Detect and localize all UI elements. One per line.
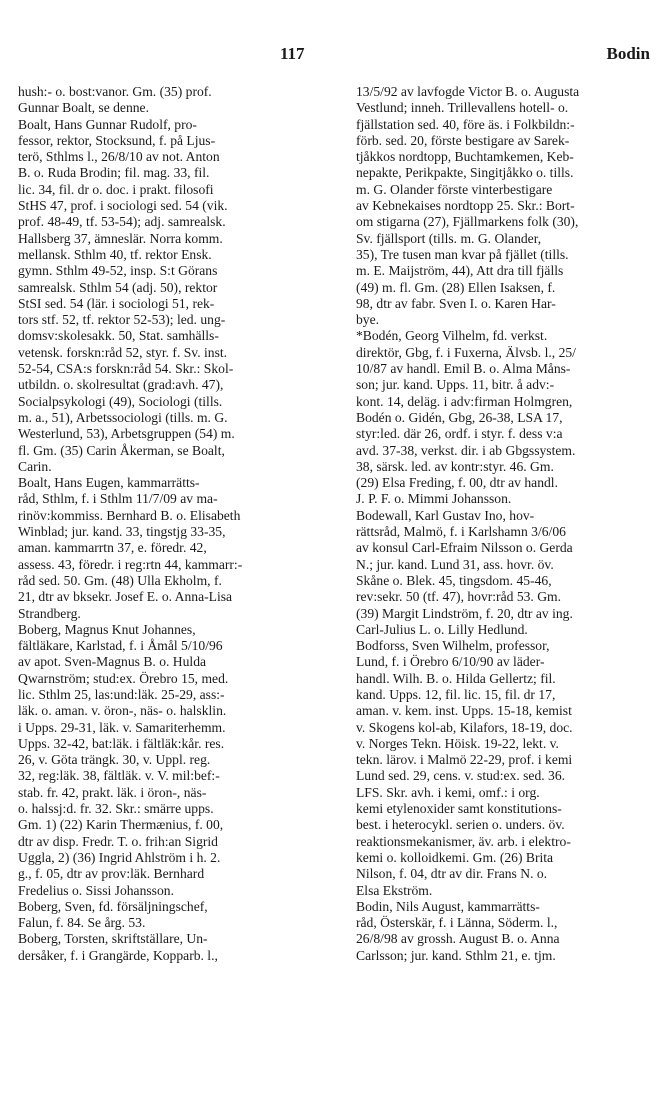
- text-line: Uggla, 2) (36) Ingrid Ahlström i h. 2.: [18, 849, 221, 865]
- text-line: bye.: [356, 312, 380, 328]
- text-line: 32, reg:läk. 38, fältläk. v. V. mil:bef:-: [18, 768, 220, 784]
- text-line: av apot. Sven-Magnus B. o. Hulda: [18, 654, 207, 670]
- text-line: Carlsson; jur. kand. Sthlm 21, e. tjm.: [356, 947, 556, 963]
- text-line: kont. 14, deläg. i adv:firman Holmgren,: [356, 393, 573, 409]
- text-line: Lund, f. i Örebro 6/10/90 av läder-: [356, 654, 545, 670]
- text-line: fessor, rektor, Stocksund, f. på Ljus-: [18, 132, 216, 148]
- text-line: dtr av disp. Fredr. T. o. frih:an Sigrid: [18, 833, 218, 849]
- text-line: Bodén o. Gidén, Gbg, 26-38, LSA 17,: [356, 409, 563, 425]
- text-line: stab. fr. 42, prakt. läk. i öron-, näs-: [18, 784, 207, 800]
- text-line: 26, v. Göta trängk. 30, v. Uppl. reg.: [18, 752, 211, 768]
- text-line: läk. o. aman. v. öron-, näs- o. halsklin.: [18, 703, 227, 719]
- text-line: handl. Wilh. B. o. Hilda Gellertz; fil.: [356, 670, 556, 686]
- text-line: Sv. fjällsport (tills. m. G. Olander,: [356, 230, 542, 246]
- text-line: Falun, f. 84. Se årg. 53.: [18, 915, 146, 931]
- text-line: m. E. Maijström, 44), Att dra till fjälls: [356, 263, 564, 279]
- text-line: 26/8/98 av grossh. August B. o. Anna: [356, 931, 560, 947]
- text-line: råd, Österskär, f. i Länna, Söderm. l.,: [356, 915, 558, 931]
- text-line: förb. sed. 20, förste bestigare av Sarek-: [356, 132, 570, 148]
- text-line: aman. kammarrtn 37, e. föredr. 42,: [18, 540, 207, 556]
- text-line: hush:- o. bost:vanor. Gm. (35) prof.: [18, 84, 212, 99]
- text-line: 21, dtr av bksekr. Josef E. o. Anna-Lisa: [18, 589, 233, 605]
- text-line: Skåne o. Blek. 45, tingsdom. 45-46,: [356, 572, 552, 588]
- text-line: LFS. Skr. avh. i kemi, omf.: i org.: [356, 784, 540, 800]
- text-line: utbildn. o. skolresultat (grad:avh. 47),: [18, 377, 224, 393]
- text-line: Carin.: [18, 458, 52, 474]
- text-line: J. P. F. o. Mimmi Johansson.: [356, 491, 512, 507]
- text-line: (49) m. fl. Gm. (28) Ellen Isaksen, f.: [356, 279, 556, 295]
- text-line: N.; jur. kand. Lund 31, ass. hovr. öv.: [356, 556, 554, 572]
- text-line: gymn. Sthlm 49-52, insp. S:t Görans: [18, 263, 218, 279]
- text-line: om stigarna (27), Fjällmarkens folk (30),: [356, 214, 579, 230]
- text-line: StHS 47, prof. i sociologi sed. 54 (vik.: [18, 198, 228, 214]
- text-line: råd sed. 50. Gm. (48) Ulla Ekholm, f.: [18, 572, 222, 588]
- text-line: kemi etylenoxider samt konstitutions-: [356, 801, 562, 817]
- text-line: av Kebnekaises nordtopp 25. Skr.: Bort-: [356, 198, 575, 214]
- text-line: Hallsberg 37, ämneslär. Norra komm.: [18, 230, 223, 246]
- text-line: Bodforss, Sven Wilhelm, professor,: [356, 638, 550, 654]
- text-line: Bodin, Nils August, kammarrätts-: [356, 898, 540, 914]
- text-line: lic. Sthlm 25, las:und:läk. 25-29, ass:-: [18, 686, 225, 702]
- text-line: Bodewall, Karl Gustav Ino, hov-: [356, 507, 535, 523]
- text-line: råd, Sthlm, f. i Sthlm 11/7/09 av ma-: [18, 491, 218, 507]
- text-line: son; jur. kand. Upps. 11, bitr. å adv:-: [356, 377, 555, 393]
- text-line: fl. Gm. (35) Carin Åkerman, se Boalt,: [18, 442, 225, 458]
- text-line: 13/5/92 av lavfogde Victor B. o. Augusta: [356, 84, 580, 99]
- text-line: 10/87 av handl. Emil B. o. Alma Måns-: [356, 361, 571, 377]
- text-line: Upps. 32-42, bat:läk. i fältläk:kår. res.: [18, 735, 225, 751]
- text-line: assess. 43, föredr. i reg:rtn 44, kammarr:-: [18, 556, 243, 572]
- text-line: Winblad; jur. kand. 33, tingstjg 33-35,: [18, 524, 226, 540]
- text-line: o. halssj:d. fr. 32. Skr.: smärre upps.: [18, 801, 214, 817]
- text-line: Boberg, Magnus Knut Johannes,: [18, 621, 196, 637]
- text-line: i Upps. 29-31, läk. v. Samariterhemm.: [18, 719, 226, 735]
- text-line: rättsråd, Malmö, f. i Karlshamn 3/6/06: [356, 524, 566, 540]
- text-line: *Bodén, Georg Vilhelm, fd. verkst.: [356, 328, 548, 344]
- text-line: m. a., 51), Arbetssociologi (tills. m. G.: [18, 409, 228, 425]
- text-line: Qwarnström; stud:ex. Örebro 15, med.: [18, 670, 229, 686]
- text-line: 52-54, CSA:s forskn:råd 54. Skr.: Skol-: [18, 361, 234, 377]
- text-line: prof. 48-49, tf. 53-54); adj. samrealsk.: [18, 214, 226, 230]
- text-line: m. G. Olander förste vinterbestigare: [356, 181, 553, 197]
- text-line: domsv:skolesakk. 50, Stat. samhälls-: [18, 328, 219, 344]
- text-line: avd. 37-38, verkst. dir. i ab Gbgssystem.: [356, 442, 576, 458]
- text-line: direktör, Gbg, f. i Fuxerna, Älvsb. l., 25/: [356, 344, 576, 360]
- right-column: [356, 84, 656, 964]
- text-line: 38, särsk. led. av kontr:styr. 46. Gm.: [356, 458, 554, 474]
- text-line: g., f. 05, dtr av prov:läk. Bernhard: [18, 866, 205, 882]
- text-line: dersåker, f. i Grangärde, Kopparb. l.,: [18, 947, 218, 963]
- text-line: fältläkare, Karlstad, f. i Åmål 5/10/96: [18, 638, 223, 654]
- text-line: Nilson, f. 04, dtr av dir. Frans N. o.: [356, 866, 548, 882]
- text-line: B. o. Ruda Brodin; fil. mag. 33, fil.: [18, 165, 210, 181]
- text-line: rinöv:kommiss. Bernhard B. o. Elisabeth: [18, 507, 241, 523]
- text-line: v. Norges Tekn. Höisk. 19-22, lekt. v.: [356, 735, 559, 751]
- running-head: Bodin: [606, 44, 650, 63]
- text-line: Carl-Julius L. o. Lilly Hedlund.: [356, 621, 528, 637]
- page-header: [0, 44, 672, 68]
- text-line: styr:led. där 26, ordf. i styr. f. dess v:a: [356, 426, 563, 442]
- text-line: tors stf. 52, tf. rektor 52-53); led. ung-: [18, 312, 226, 328]
- text-line: Gm. 1) (22) Karin Thermænius, f. 00,: [18, 817, 224, 833]
- text-line: Vestlund; inneh. Trillevallens hotell- o.: [356, 100, 569, 116]
- text-line: lic. 34, fil. dr o. doc. i prakt. filosofi: [18, 181, 214, 197]
- text-line: 35), Tre tusen man kvar på fjället (tills.: [356, 246, 569, 262]
- text-line: mellansk. Sthlm 40, tf. rektor Ensk.: [18, 246, 212, 262]
- text-line: Gunnar Boalt, se denne.: [18, 100, 149, 116]
- page-number: 117: [280, 44, 305, 63]
- text-line: StSI sed. 54 (lär. i sociologi 51, rek-: [18, 295, 215, 311]
- text-line: Socialpsykologi (49), Sociologi (tills.: [18, 393, 223, 409]
- text-line: Boalt, Hans Eugen, kammarrätts-: [18, 475, 200, 491]
- text-line: fjällstation sed. 40, före äs. i Folkbildn:-: [356, 116, 575, 132]
- text-line: av konsul Carl-Efraim Nilsson o. Gerda: [356, 540, 573, 556]
- text-line: best. i heterocykl. serien o. unders. öv.: [356, 817, 565, 833]
- text-line: vetensk. forskn:råd 52, styr. f. Sv. inst.: [18, 344, 228, 360]
- text-line: reaktionsmekanismer, äv. arb. i elektro-: [356, 833, 571, 849]
- text-line: tekn. lärov. i Malmö 22-29, prof. i kemi: [356, 752, 573, 768]
- text-line: rev:sekr. 50 (tf. 47), hovr:råd 53. Gm.: [356, 589, 561, 605]
- text-line: Westerlund, 53), Arbetsgruppen (54) m.: [18, 426, 235, 442]
- text-line: Boalt, Hans Gunnar Rudolf, pro-: [18, 116, 197, 132]
- text-line: nepakte, Perikpakte, Singitjåkko o. tills.: [356, 165, 574, 181]
- text-line: (39) Margit Lindström, f. 20, dtr av ing.: [356, 605, 573, 621]
- text-line: v. Skogens kol-ab, Kilafors, 18-19, doc.: [356, 719, 573, 735]
- text-line: tjåkkos nordtopp, Buchtamkemen, Keb-: [356, 149, 574, 165]
- text-line: Elsa Ekström.: [356, 882, 433, 898]
- text-line: kemi o. kolloidkemi. Gm. (26) Brita: [356, 849, 554, 865]
- text-line: Strandberg.: [18, 605, 81, 621]
- text-line: Boberg, Sven, fd. försäljningschef,: [18, 898, 208, 914]
- text-line: 98, dtr av fabr. Sven I. o. Karen Har-: [356, 295, 556, 311]
- text-line: aman. v. kem. inst. Upps. 15-18, kemist: [356, 703, 572, 719]
- text-line: kand. Upps. 12, fil. lic. 15, fil. dr 17,: [356, 686, 556, 702]
- left-column: [18, 84, 314, 964]
- text-line: terö, Sthlms l., 26/8/10 av not. Anton: [18, 149, 220, 165]
- text-line: (29) Elsa Freding, f. 00, dtr av handl.: [356, 475, 558, 491]
- text-line: Lund sed. 29, cens. v. stud:ex. sed. 36.: [356, 768, 566, 784]
- text-line: samrealsk. Sthlm 54 (adj. 50), rektor: [18, 279, 218, 295]
- text-line: Fredelius o. Sissi Johansson.: [18, 882, 174, 898]
- text-line: Boberg, Torsten, skriftställare, Un-: [18, 931, 208, 947]
